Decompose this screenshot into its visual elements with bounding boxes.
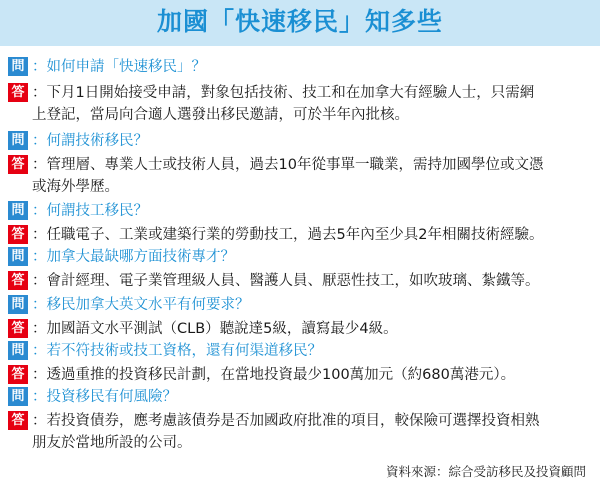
question-badge: 問 (8, 247, 28, 266)
answer-text: ：若投資債券，應考慮該債券是否加國政府批准的項目，較保險可選擇投資相熟 朋友於當地所設的公司。 (32, 413, 540, 451)
question-text: ：何謂技工移民？ (32, 203, 148, 219)
question-badge: 問 (8, 387, 28, 406)
answer-text: ：會計經理、電子業管理級人員、醫護人員、厭惡性技工，如吹玻璃、紮鐵等。 (32, 273, 540, 289)
answer-badge: 答 (8, 225, 28, 244)
answer-text: ：管理層、專業人士或技術人員，過去10年從事單一職業，需持加國學位或文憑 或海外學歷。 (32, 157, 544, 195)
answer-text: ：透過重推的投資移民計劃，在當地投資最少100萬加元（約680萬港元）。 (32, 367, 516, 383)
question-text: ：如何申請「快速移民」？ (32, 59, 206, 75)
answer-text: ：任職電子、工業或建築行業的勞動技工，過去5年內至少具2年相關技術經驗。 (32, 227, 544, 243)
qa-card (0, 46, 600, 488)
answer-badge: 答 (8, 365, 28, 384)
question-text: ：移民加拿大英文水平有何要求？ (32, 297, 250, 313)
question-text: ：加拿大最缺哪方面技術專才？ (32, 249, 235, 265)
question-text: ：若不符技術或技工資格，還有何渠道移民？ (32, 343, 322, 359)
question-badge: 問 (8, 201, 28, 220)
question-text: ：何謂技術移民？ (32, 133, 148, 149)
answer-badge: 答 (8, 271, 28, 290)
answer-badge: 答 (8, 155, 28, 174)
question-badge: 問 (8, 131, 28, 150)
question-badge: 問 (8, 341, 28, 360)
answer-badge: 答 (8, 411, 28, 430)
answer-badge: 答 (8, 83, 28, 102)
answer-text: ：下月1日開始接受申請，對象包括技術、技工和在加拿大有經驗人士，只需網 上登記，當局向合適人選發出移民邀請，可於半年內批核。 (32, 85, 535, 123)
question-text: ：投資移民有何風險？ (32, 389, 177, 405)
source-note: 資料來源：綜合受訪移民及投資顧問 (385, 464, 586, 479)
answer-badge: 答 (8, 319, 28, 338)
page-title: 加國「快速移民」知多些 (156, 7, 443, 36)
question-badge: 問 (8, 295, 28, 314)
answer-text: ：加國語文水平測試（CLB）聽說達5級，讀寫最少4級。 (32, 321, 398, 337)
question-badge: 問 (8, 57, 28, 76)
